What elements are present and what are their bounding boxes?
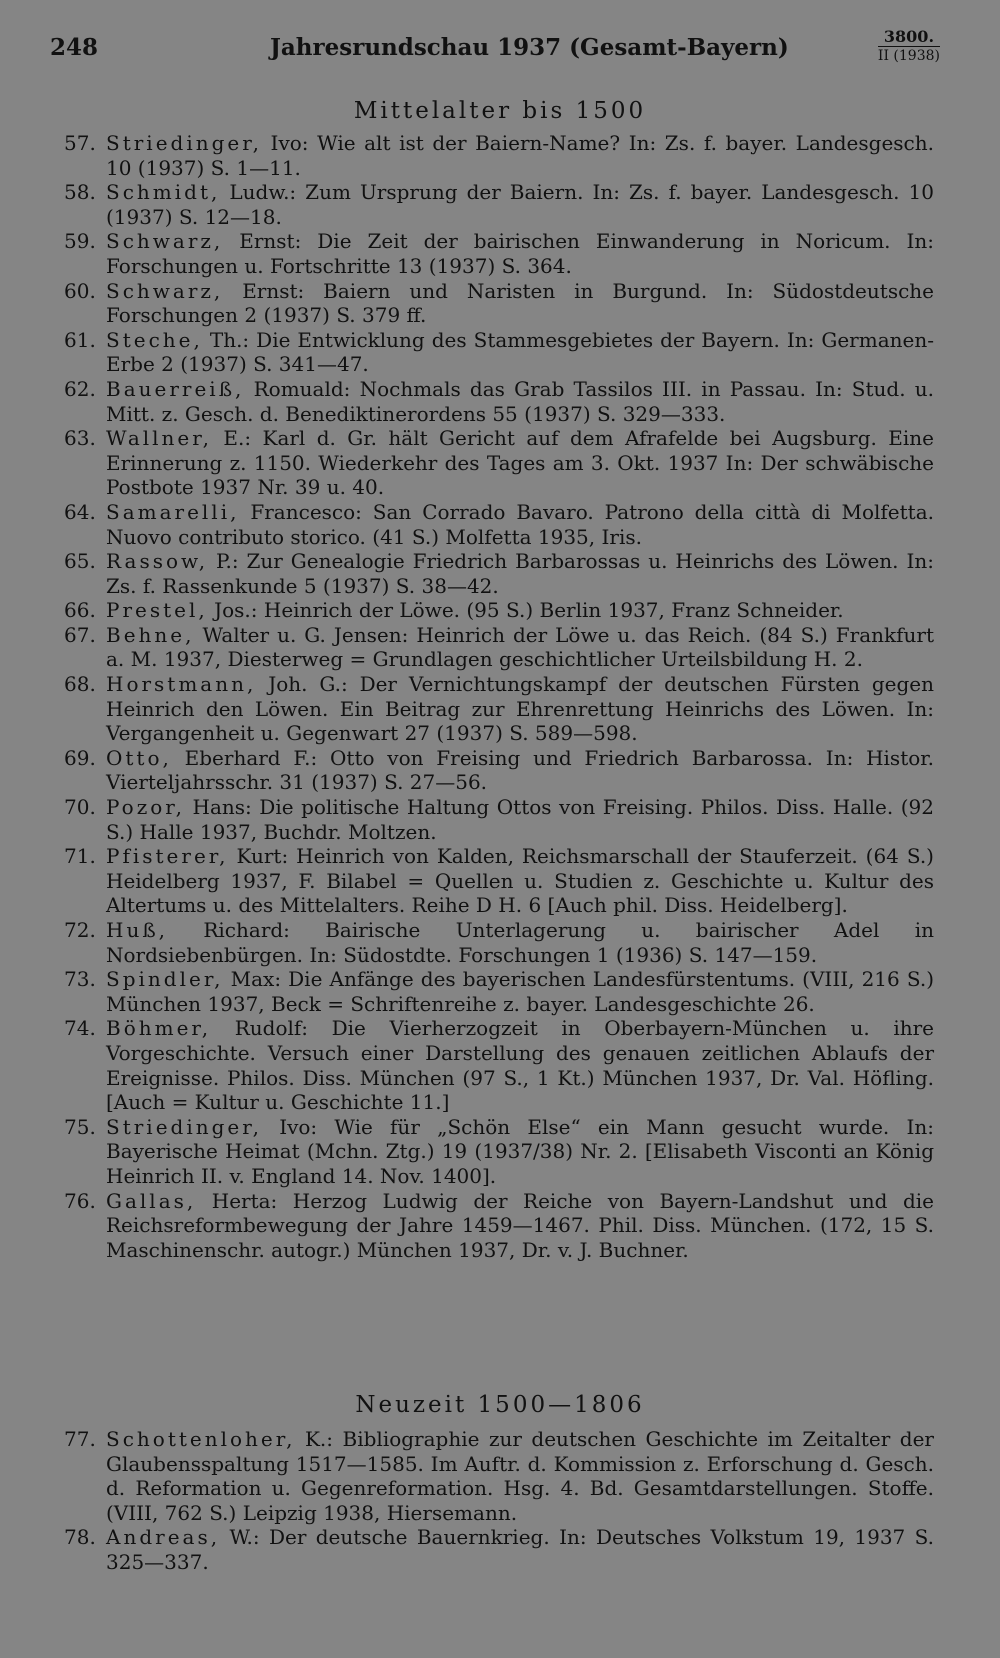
bibliography-entry [64, 1016, 934, 1114]
entry-author: Wallner, [106, 426, 212, 451]
entry-text: E.: Karl d. Gr. hält Gericht auf dem Afrafelde bei Augsburg. Eine Erinnerung z. 1150. Wiederkehr des Tages am 3. Okt. 1937 In: Der schwäbische Postbote 1937 Nr. 39 u. 40. [106, 426, 934, 500]
entry-author: Pozor, [106, 795, 185, 820]
entry-number: 57. [64, 131, 96, 155]
bibliography-entry [64, 746, 934, 795]
entry-text: Kurt: Heinrich von Kalden, Reichsmarschall der Stauferzeit. (64 S.) Heidelberg 1937, F. Bilabel = Quellen u. Studien z. Geschichte u. Kultur des Altertums u. des Mittelalters. Reihe D H. 6 [Auch phil. Diss. Heidelberg]. [106, 844, 934, 918]
entry-author: Schottenloher, [106, 1427, 296, 1451]
entry-author: Schwarz, [106, 229, 224, 254]
bibliography-list-mittelalter [64, 131, 934, 1262]
bibliography-entry [64, 279, 934, 328]
entry-number: 75. [64, 1114, 96, 1139]
entry-number: 70. [64, 795, 96, 820]
entry-number: 69. [64, 745, 96, 770]
entry-text: Walter u. G. Jensen: Heinrich der Löwe u. das Reich. (84 S.) Frankfurt a. M. 1937, Diesterweg = Grundlagen geschichtlicher Urteilsbildung H. 2. [106, 622, 934, 672]
bibliography-entry [64, 672, 934, 746]
shelf-mark [878, 28, 940, 65]
bibliography-entry [64, 918, 934, 967]
entry-number: 76. [64, 1188, 96, 1213]
entry-author: Gallas, [106, 1188, 197, 1213]
bibliography-entry [64, 598, 934, 623]
entry-author: Steche, [106, 327, 203, 352]
section-heading-mittelalter: Mittelalter bis 1500 [353, 98, 647, 124]
entry-author: Striedinger, [106, 1114, 262, 1139]
entry-text: Ivo: Wie für „Schön Else“ ein Mann gesucht wurde. In: Bayerische Heimat (Mchn. Ztg.) 19 (1937/38) Nr. 2. [Elisabeth Visconti an König Heinrich II. v. England 14. Nov. 1400]. [106, 1114, 934, 1188]
entry-number: 66. [64, 598, 96, 623]
entry-number: 67. [64, 622, 96, 647]
entry-author: Samarelli, [106, 499, 240, 524]
entry-author: Rassow, [106, 549, 209, 574]
entry-text: Ludw.: Zum Ursprung der Baiern. In: Zs. f. bayer. Landesgesch. 10 (1937) S. 12—18. [106, 180, 934, 229]
page-number: 248 [50, 34, 99, 61]
entry-text: Francesco: San Corrado Bavaro. Patrono della città di Molfetta. Nuovo contributo storico. (41 S.) Molfetta 1935, Iris. [106, 499, 934, 549]
entry-author: Pfisterer, [106, 844, 229, 869]
bibliography-entry [64, 1115, 934, 1189]
entry-number: 68. [64, 672, 96, 697]
entry-number: 72. [64, 918, 96, 942]
entry-text: Rudolf: Die Vierherzogzeit in Oberbayern-München u. ihre Vorgeschichte. Versuch einer Darstellung des genauen zeitlichen Ablaufs der Ereignisse. Philos. Diss. München (97 S., 1 Kt.) München 1937, Dr. Val. Höfling. [Auch = Kultur u. Geschichte 11.] [106, 1016, 934, 1115]
entry-author: Prestel, [106, 598, 208, 623]
entry-number: 60. [64, 278, 96, 303]
entry-author: Böhmer, [106, 1016, 212, 1041]
entry-author: Andreas, [106, 1525, 221, 1550]
entry-number: 77. [64, 1427, 96, 1451]
bibliography-entry [64, 500, 934, 549]
running-title: Jahresrundschau 1937 (Gesamt-Bayern) [270, 34, 789, 61]
bibliography-entry [64, 967, 934, 1016]
bibliography-entry [64, 795, 934, 844]
entry-text: Richard: Bairische Unterlagerung u. bairischer Adel in Nordsiebenbürgen. In: Südostdte. Forschungen 1 (1936) S. 147—159. [106, 918, 934, 967]
bibliography-entry [64, 1189, 934, 1263]
page-header [50, 27, 940, 74]
entry-text: Ernst: Die Zeit der bairischen Einwanderung in Noricum. In: Forschungen u. Fortschritte 13 (1937) S. 364. [106, 229, 934, 278]
bibliography-entry [64, 377, 934, 426]
entry-text: Th.: Die Entwicklung des Stammesgebietes der Bayern. In: Germanen-Erbe 2 (1937) S. 341—47. [106, 327, 934, 377]
entry-author: Otto, [106, 745, 172, 770]
entry-number: 74. [64, 1016, 96, 1041]
section-heading-neuzeit: Neuzeit 1500—1806 [355, 1392, 645, 1418]
entry-number: 64. [64, 499, 96, 524]
entry-text: Max: Die Anfänge des bayerischen Landesfürstentums. (VIII, 216 S.) München 1937, Beck = Schriftenreihe z. bayer. Landesgeschichte 26. [106, 967, 934, 1016]
bibliography-entry [64, 1525, 934, 1574]
entry-author: Striedinger, [106, 131, 262, 155]
entry-text: Jos.: Heinrich der Löwe. (95 S.) Berlin 1937, Franz Schneider. [207, 598, 844, 623]
shelf-mark-volume: II (1938) [877, 48, 940, 64]
entry-text: W.: Der deutsche Bauernkrieg. In: Deutsches Volkstum 19, 1937 S. 325—337. [106, 1525, 934, 1574]
bibliography-entry [64, 229, 934, 278]
entry-number: 65. [64, 549, 96, 574]
entry-text: Joh. G.: Der Vernichtungskampf der deutschen Fürsten gegen Heinrich den Löwen. Ein Beitrag zur Ehrenrettung Heinrichs des Löwen. In: Vergangenheit u. Gegenwart 27 (1937) S. 589—598. [106, 672, 934, 746]
bibliography-list-neuzeit [64, 1427, 934, 1575]
entry-text: Ernst: Baiern und Naristen in Burgund. In: Südostdeutsche Forschungen 2 (1937) S. 379 ff. [106, 278, 934, 328]
bibliography-entry [64, 844, 934, 918]
entry-text: Herta: Herzog Ludwig der Reiche von Bayern-Landshut und die Reichsreformbewegung der Jahre 1459—1467. Phil. Diss. München. (172, 15 S. Maschinenschr. autogr.) München 1937, Dr. v. J. Buchner. [106, 1188, 934, 1262]
bibliography-entry [64, 180, 934, 229]
entry-author: Behne, [106, 622, 195, 647]
entry-text: P.: Zur Genealogie Friedrich Barbarossas u. Heinrichs des Löwen. In: Zs. f. Rassenkunde 5 (1937) S. 38—42. [106, 549, 934, 598]
shelf-mark-number: 3800. [878, 28, 940, 47]
entry-text: Romuald: Nochmals das Grab Tassilos III. in Passau. In: Stud. u. Mitt. z. Gesch. d. Benediktinerordens 55 (1937) S. 329—333. [106, 376, 934, 426]
entry-number: 62. [64, 376, 96, 401]
entry-author: Bauerreiß, [106, 376, 245, 401]
bibliography-entry [64, 623, 934, 672]
entry-author: Horstmann, [106, 672, 257, 697]
entry-author: Huß, [106, 918, 169, 942]
entry-text: Eberhard F.: Otto von Freising und Friedrich Barbarossa. In: Histor. Vierteljahrsschr. 31 (1937) S. 27—56. [106, 745, 934, 795]
entry-number: 61. [64, 327, 96, 352]
entry-number: 63. [64, 426, 96, 451]
bibliography-entry [64, 549, 934, 598]
bibliography-entry [64, 131, 934, 180]
bibliography-entry [64, 328, 934, 377]
entry-number: 71. [64, 844, 96, 869]
entry-number: 78. [64, 1525, 96, 1550]
entry-text: Hans: Die politische Haltung Ottos von Freising. Philos. Diss. Halle. (92 S.) Halle 1937, Buchdr. Moltzen. [106, 795, 934, 844]
entry-author: Schmidt, [106, 180, 221, 205]
entry-number: 58. [64, 180, 96, 205]
entry-author: Spindler, [106, 967, 224, 992]
entry-number: 73. [64, 967, 96, 992]
entry-author: Schwarz, [106, 278, 224, 303]
bibliography-entry [64, 1427, 934, 1525]
bibliography-entry [64, 426, 934, 500]
entry-text: K.: Bibliographie zur deutschen Geschichte im Zeitalter der Glaubensspaltung 1517—1585. Im Auftr. d. Kommission z. Erforschung d. Gesch. d. Reformation u. Gegenreformation. Hsg. 4. Bd. Gesamtdarstellungen. Stoffe. (VIII, 762 S.) Leipzig 1938, Hiersemann. [106, 1427, 934, 1525]
entry-text: Ivo: Wie alt ist der Baiern-Name? In: Zs. f. bayer. Landesgesch. 10 (1937) S. 1—11. [106, 131, 934, 180]
entry-number: 59. [64, 229, 96, 254]
